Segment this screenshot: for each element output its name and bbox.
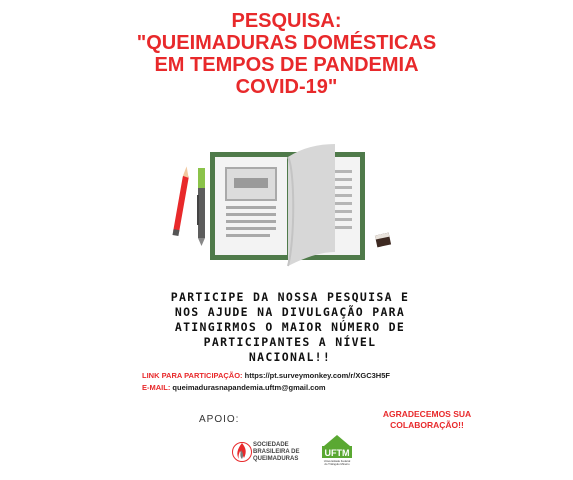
cta-line-4: PARTICIPANTES A NÍVEL — [203, 335, 377, 349]
red-pencil-icon — [172, 166, 190, 236]
flame-icon — [232, 440, 252, 464]
thanks-line-2: COLABORAÇÃO!! — [390, 420, 464, 430]
participation-link[interactable]: https://pt.surveymonkey.com/r/XGC3H5F — [244, 371, 390, 380]
title-line-4: COVID-19" — [235, 76, 338, 98]
title-line-3: EM TEMPOS DE PANDEMIA — [154, 54, 419, 76]
sbq-logo-text: SOCIEDADE BRASILEIRA DE QUEIMADURAS — [253, 442, 300, 462]
apoio-label: APOIO: — [199, 414, 240, 425]
thanks-line-1: AGRADECEMOS SUA — [382, 409, 472, 419]
poster-title — [0, 10, 573, 98]
uftm-logo — [312, 432, 362, 468]
participation-link-row — [142, 370, 390, 382]
uftm-logo-text: Universidade Federal do Triângulo Mineiro — [323, 459, 351, 467]
cta-line-5: NACIONAL!! — [248, 350, 332, 364]
uftm-mark-text: UFTM — [324, 448, 350, 458]
open-book-with-pencils-icon — [170, 140, 410, 270]
title-line-2: "QUEIMADURAS DOMÉSTICAS — [136, 32, 437, 54]
call-to-action — [150, 290, 430, 365]
email-address[interactable]: queimadurasnapandemia.uftm@gmail.com — [172, 383, 326, 392]
cta-line-2: NOS AJUDE NA DIVULGAÇÃO PARA — [174, 305, 406, 319]
title-line-1: PESQUISA: — [231, 10, 342, 32]
email-row — [142, 382, 390, 394]
eraser-icon — [375, 233, 391, 248]
thanks-message — [372, 409, 482, 431]
uftm-mark-icon — [312, 432, 362, 460]
cta-line-1: PARTICIPE DA NOSSA PESQUISA E — [170, 290, 410, 304]
participation-link-label: LINK PARA PARTICIPAÇÃO: — [142, 371, 243, 380]
email-label: E-MAIL: — [142, 383, 171, 392]
contact-info — [142, 370, 390, 394]
sbq-logo — [232, 440, 312, 466]
green-pen-icon — [197, 168, 205, 246]
cta-line-3: ATINGIRMOS O MAIOR NÚMERO DE — [174, 320, 406, 334]
